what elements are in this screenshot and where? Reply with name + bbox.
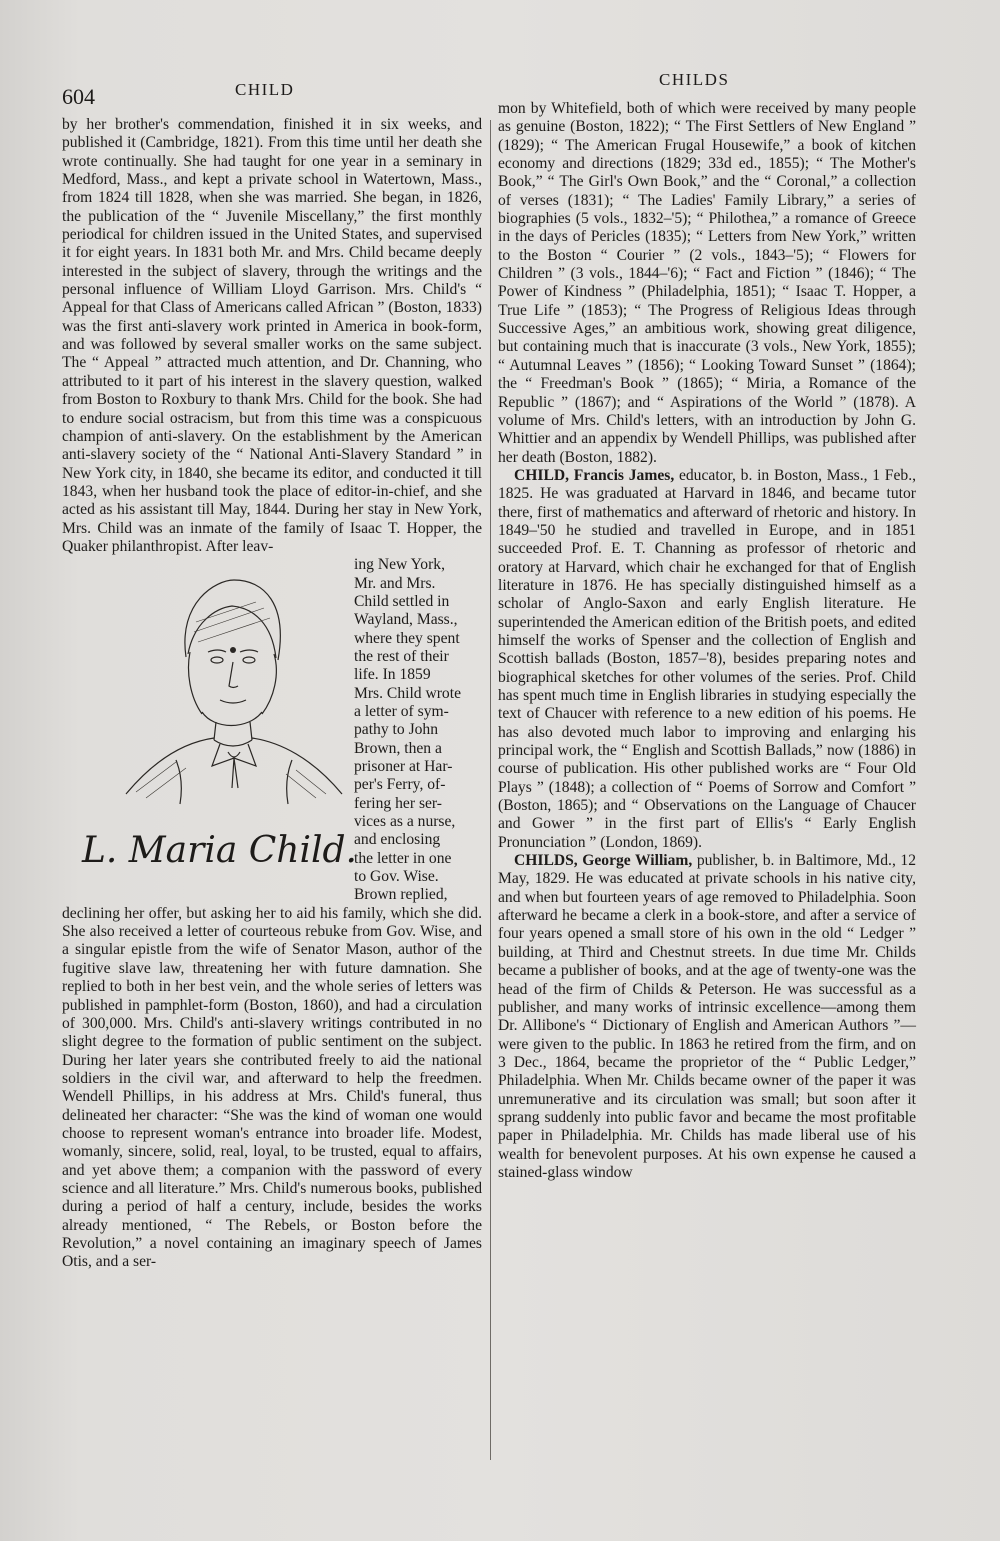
- child-lydia-bibliography: mon by Whitefield, both of which were received by many people as genuine (Boston, 1822); “ The First Settlers of New England ” (1829); “ The American Frugal Housewife,” a book of kitchen economy and directions (1829; 33d ed., 1855); “ The Mother's Book,” “ The Girl's Own Book,” and the “ Coronal,” a collection of verses (1831); “ The Ladies' Family Library,” a series of biographies (5 vols., 1832–'5); “ Philothea,” a romance of Greece in the days of Pericles (1835); “ Letters from New York,” written to the Boston “ Courier ” (2 vols., 1843–'5); “ Flowers for Children ” (3 vols., 1844–'6); “ Fact and Fiction ” (1846); “ The Power of Kindness ” (Philadelphia, 1851); “ Isaac T. Hopper, a True Life ” (1853); “ The Progress of Religious Ideas through Successive Ages,” an ambitious work, showing great diligence, but containing much that is inaccurate (3 vols., New York, 1855); “ Autumnal Leaves ” (1856); “ Looking Toward Sunset ” (1864); the “ Freedman's Book ” (1865); “ Miria, a Romance of the Republic ” (1867); and “ Aspirations of the World ” (1878). A volume of Mrs. Child's letters, with an introduction by John G. Whittier and an appendix by Wendell Phillips, was published after her death (Boston, 1882).: [498, 100, 916, 466]
- wrap-text-block: [354, 556, 482, 905]
- wrap-line: Brown, then a: [354, 739, 442, 757]
- wrap-line: Child settled in: [354, 592, 450, 610]
- wrap-line: Wayland, Mass.,: [354, 611, 458, 629]
- entry-francis-james-child: [498, 467, 916, 852]
- column-divider: [490, 120, 491, 1460]
- entry-heading: CHILDS, George William,: [514, 852, 693, 870]
- running-head-right: CHILDS: [659, 70, 730, 89]
- wrap-line: prisoner at Har-: [354, 758, 453, 776]
- wrap-line: ing New York,: [354, 556, 445, 574]
- wrap-line: Mr. and Mrs.: [354, 574, 436, 592]
- wrap-line: the rest of their: [354, 647, 449, 665]
- portrait-engraving: [116, 562, 346, 812]
- page-number: 604: [62, 84, 95, 109]
- wrap-line: to Gov. Wise.: [354, 868, 439, 886]
- child-lydia-para-2: declining her offer, but asking her to aid his family, which she did. She also received a letter of courteous rebuke from Gov. Wise, and a singular epistle from the wife of Senator Mason, author of the fugitive slave law, threatening her with future damnation. She replied to both in her best vein, and the whole series of letters was published in pamphlet-form (Boston, 1860), and had a circulation of 300,000. Mrs. Child's anti-slavery writings contributed in no slight degree to the formation of public sentiment on the subject. During her later years she contributed freely to aid the national soldiers in the civil war, and afterward to help the freedmen. Wendell Phillips, in his address at Mrs. Child's funeral, thus delineated her character: “She was the kind of woman one would choose to represent woman's entrance into broader life. Modest, womanly, sincere, solid, real, loyal, to be trusted, equal to affairs, and yet above them; a companion with the password of every science and all literature.” Mrs. Child's numerous books, published during a period of half a century, include, besides the works already mentioned, “ The Rebels, or Boston before the Revolution,” a novel containing an imaginary speech of James Otis, and a ser-: [62, 904, 482, 1271]
- wrap-line: fering her ser-: [354, 794, 443, 812]
- left-column: [62, 116, 482, 1272]
- entry-george-william-childs: [498, 852, 916, 1182]
- wrap-line: vices as a nurse,: [354, 813, 456, 831]
- wrap-line: where they spent: [354, 629, 460, 647]
- wrap-line: a letter of sym-: [354, 703, 449, 720]
- signature-text: L. Maria Child.: [82, 830, 357, 872]
- entry-body: publisher, b. in Baltimore, Md., 12 May, 1829. He was educated at private schools in his native city, and when but fourteen years of age removed to Philadelphia. Soon afterward he became a clerk in a book-store, and after a service of four years opened a small store of his own in the old “ Ledger ” building, at Third and Chestnut streets. In due time Mr. Childs became a publisher of books, and at the age of twenty-one was the head of the firm of Childs & Peterson. He was successful as a publisher, and many works of intrinsic excellence—among them Dr. Allibone's “ Dictionary of English and American Authors ”—were given to the public. In 1863 he retired from the firm, and on 3 Dec., 1864, became the proprietor of the “ Public Ledger,” Philadelphia. When Mr. Childs became owner of the paper it was unremunerative and its circulation was small; but soon after it sprang suddenly into public favor and became the most profitable paper in Philadelphia. Mr. Childs has made liberal use of his wealth for benevolent purposes. At his own expense he caused a stained-glass window: [498, 852, 916, 1181]
- wrap-line: Brown replied,: [354, 886, 448, 904]
- wrap-line: life. In 1859: [354, 666, 431, 684]
- entry-body: educator, b. in Boston, Mass., 1 Feb., 1825. He was graduated at Harvard in 1846, and became tutor there, first of mathematics and afterward of rhetoric and history. In 1849–'50 he studied and travelled in Europe, and in 1851 succeeded Prof. E. T. Channing as professor of rhetoric and oratory at Harvard, which chair he exchanged for that of English literature in 1876. He has specially distinguished himself as a scholar of Anglo-Saxon and early English literature. He superintended the American edition of the British poets, and edited himself the works of Spenser and the collection of English and Scottish ballads (Boston, 1857–'8), besides preparing notes and biographical sketches for other volumes of the series. Prof. Child has spent much time in English libraries in studying especially the text of Chaucer with reference to a new edition of his poems. He has also devoted much labor to improving and enlarging his principal work, the “ English and Scottish Ballads,” now (1886) in course of publication. His other published works are “ Four Old Plays ” (1848); a collection of “ Poems of Sorrow and Comfort ” (Boston, 1865); and “ Observations on the Language of Chaucer and Gower ” in the first part of Ellis's “ Early English Pronunciation ” (London, 1869).: [498, 466, 916, 851]
- right-column: [498, 100, 916, 1182]
- signature-image: [78, 818, 360, 878]
- wrap-line: the letter in one: [354, 849, 452, 867]
- wrap-line: Mrs. Child wrote: [354, 684, 461, 702]
- wrap-line: pathy to John: [354, 721, 439, 739]
- running-head-left: CHILD: [235, 80, 295, 99]
- wrap-line: and enclosing: [354, 831, 441, 849]
- entry-heading: CHILD, Francis James,: [514, 466, 675, 484]
- wrap-line: per's Ferry, of-: [354, 776, 446, 794]
- child-lydia-para-1: by her brother's commendation, finished it in six weeks, and published it (Cambridge, 1821). From this time until her death she wrote continually. She had taught for one year in a seminary in Medford, Mass., and kept a private school in Watertown, Mass., from 1824 till 1828, when she was married. She began, in 1826, the publication of the “ Juvenile Miscellany,” the first monthly periodical for children issued in the United States, and supervised it for eight years. In 1831 both Mr. and Mrs. Child became deeply interested in the subject of slavery, through the writings and the personal influence of William Lloyd Garrison. Mrs. Child's “ Appeal for that Class of Americans called African ” (Boston, 1833) was the first anti-slavery work printed in America in book-form, and was followed by several smaller works on the same subject. The “ Appeal ” attracted much attention, and Dr. Channing, who attributed to it part of his interest in the slavery question, walked from Boston to Roxbury to thank Mrs. Child for the book. She had to endure social ostracism, but from this time was a conspicuous champion of anti-slavery. On the establishment by the American anti-slavery society of the “ National Anti-Slavery Standard ” in New York city, in 1840, she became its editor, and conducted it till 1843, when her husband took the place of editor-in-chief, and she acted as his assistant till May, 1844. During her stay in New York, Mrs. Child was an inmate of the family of Isaac T. Hopper, the Quaker philanthropist. After leav-: [62, 116, 482, 555]
